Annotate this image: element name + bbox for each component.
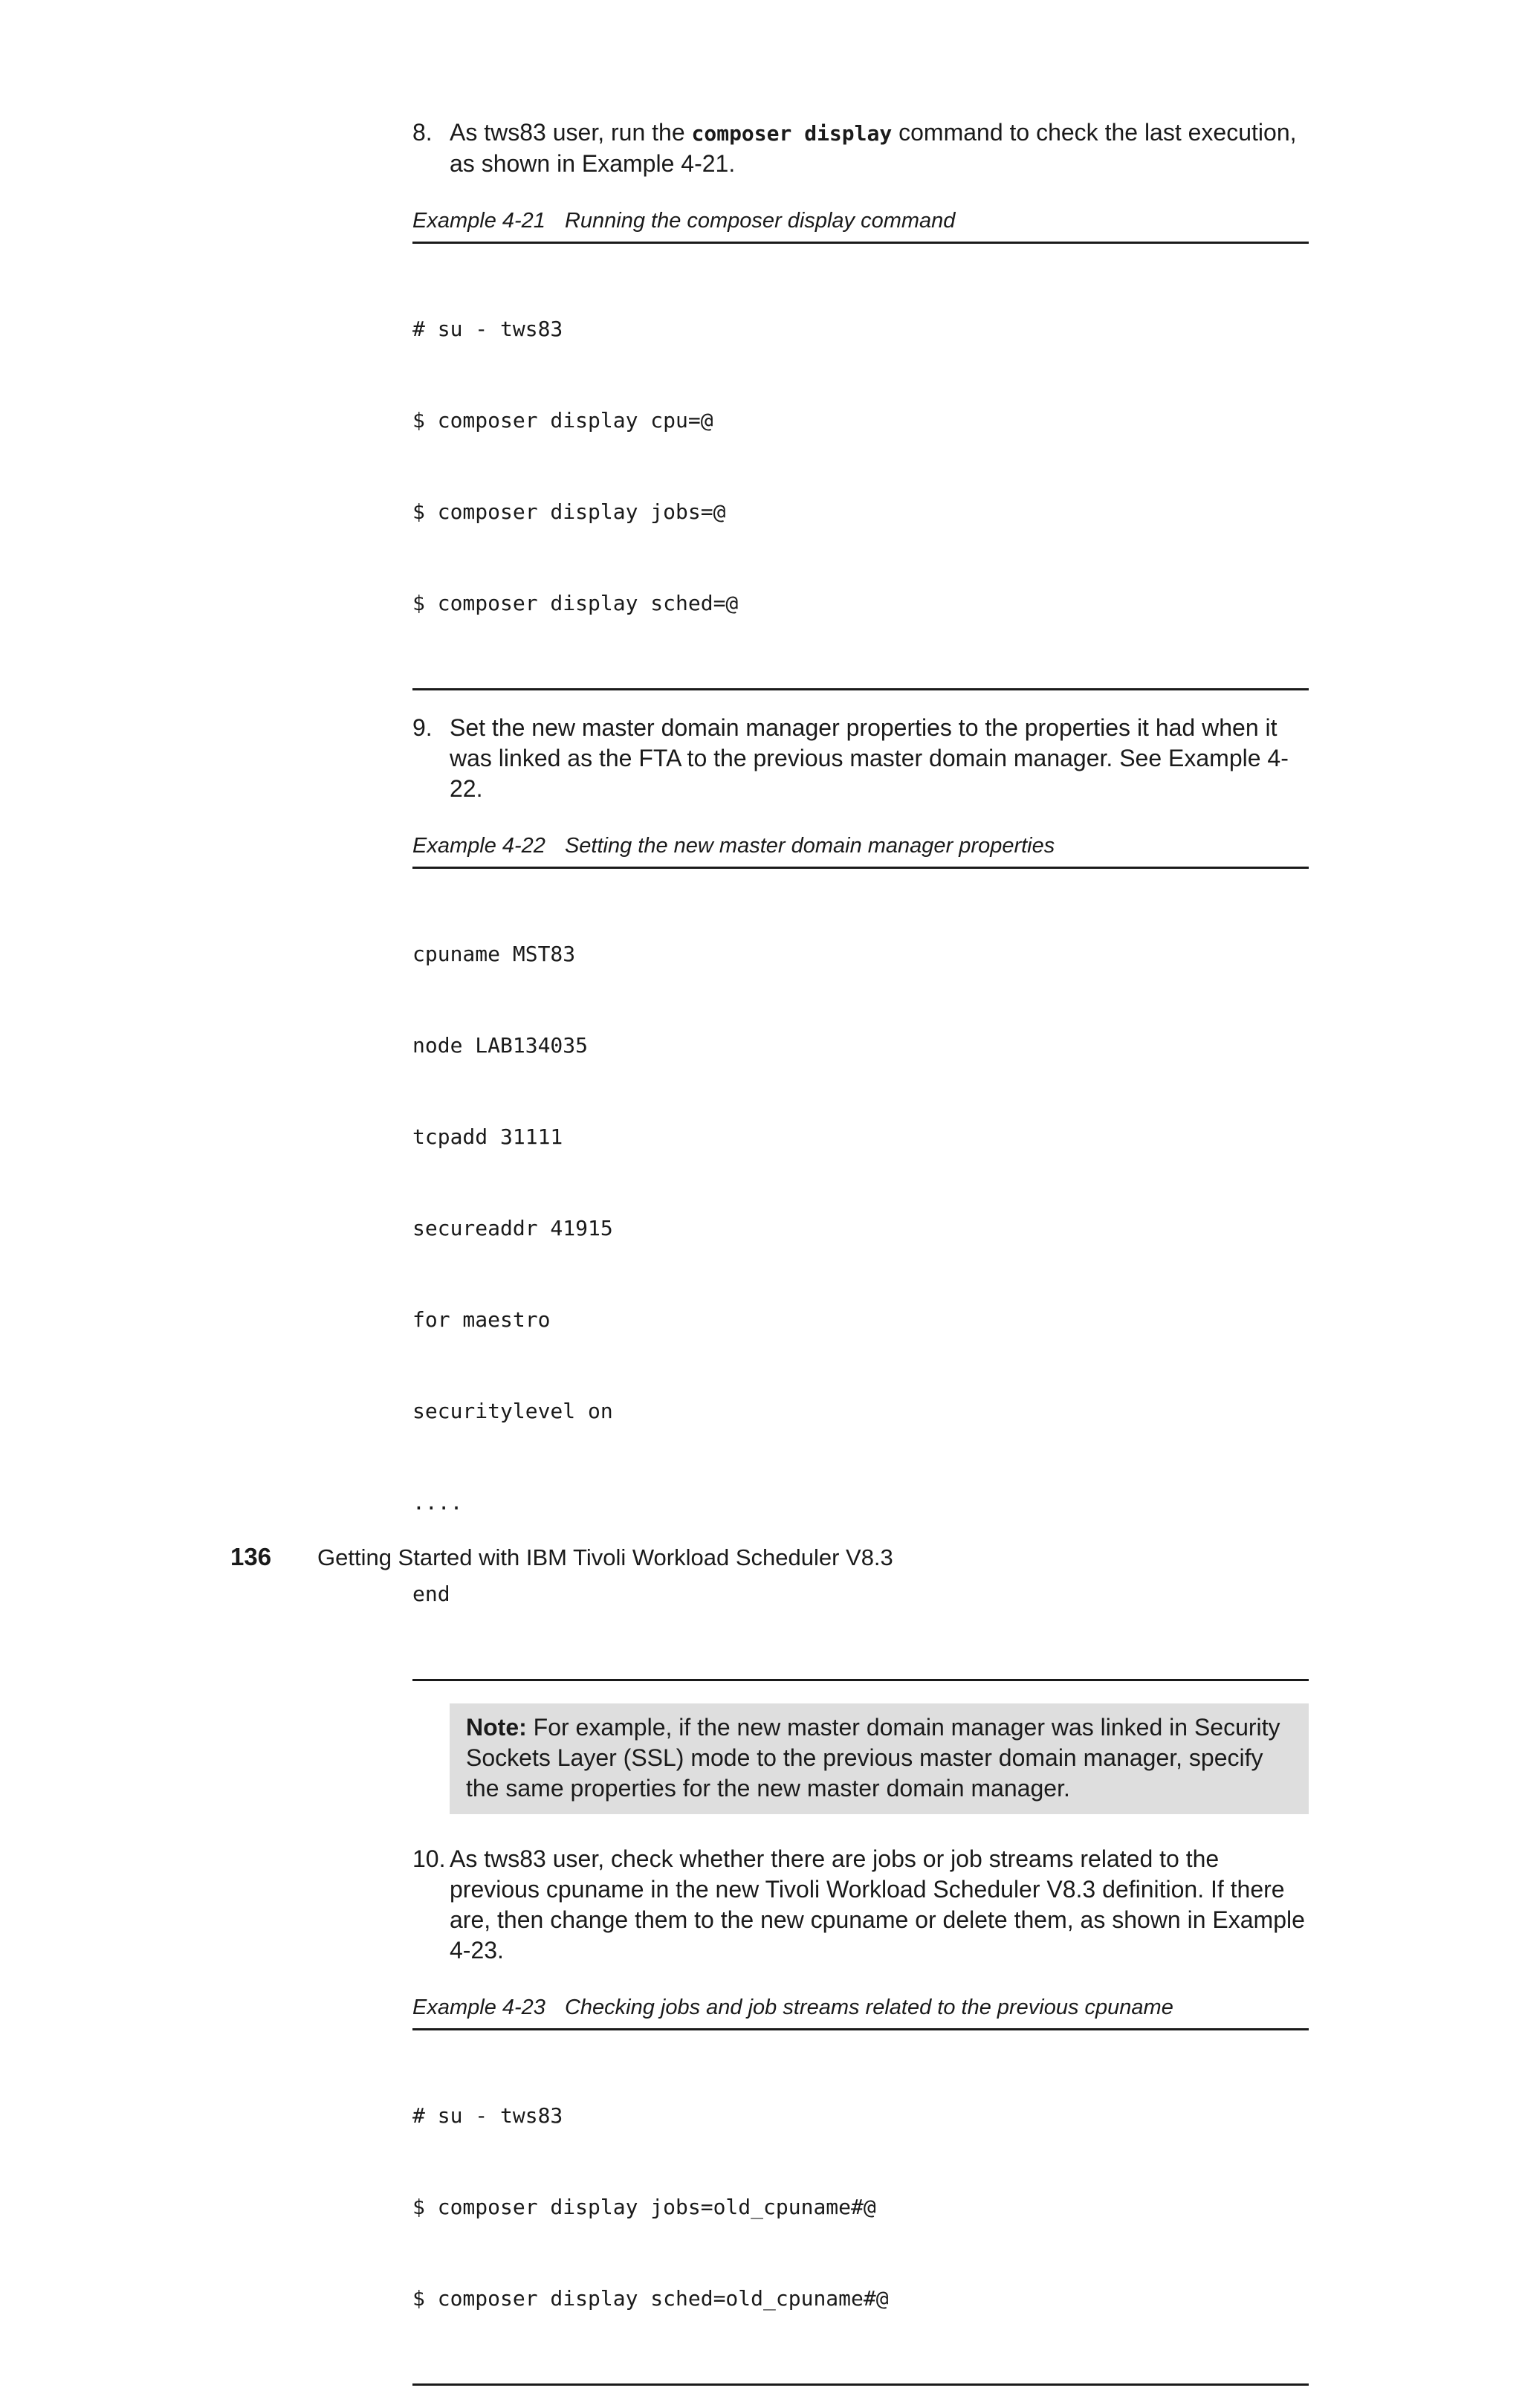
code-line: $ composer display jobs=@ [412,499,726,524]
example-title: Running the composer display command [564,209,956,233]
example-label: Example 4-23 [412,1996,545,2019]
example-title: Setting the new master domain manager properties [564,834,1055,858]
example-label: Example 4-22 [412,834,545,858]
code-line: $ composer display sched=old_cpuname#@ [412,2286,889,2311]
code-line: $ composer display cpu=@ [412,408,713,433]
page-content [412,117,1309,2408]
step-number: 9. [412,714,433,741]
note-label: Note: [466,1714,527,1741]
code-line: .... [412,1490,463,1515]
note-text: For example, if the new master domain manager was linked in Security Sockets Layer (SSL) mode to the previous master domain manager, specify the same properties for the new master domain manager. [466,1714,1280,1802]
step-10 [412,1844,1309,1966]
book-title: Getting Started with IBM Tivoli Workload Scheduler V8.3 [317,1544,893,1570]
example-caption [412,1994,1309,2030]
step-text: command to check the last execution, as shown in Example 4-21. [450,119,1297,177]
step-9 [412,713,1309,804]
note-box [450,1703,1309,1814]
code-line: # su - tws83 [412,2103,563,2128]
page-footer [230,1542,893,1573]
code-line: $ composer display sched=@ [412,591,739,615]
example-label: Example 4-21 [412,209,545,233]
step-text: Set the new master domain manager properties to the properties it had when it was linked as the FTA to the previous master domain manager. See Example 4-22. [450,714,1289,802]
code-line: $ composer display jobs=old_cpuname#@ [412,2195,876,2219]
code-line: secureaddr 41915 [412,1216,613,1240]
code-line: # su - tws83 [412,317,563,341]
step-text: As tws83 user, run the [450,119,692,146]
page-number: 136 [230,1543,272,1570]
code-block [412,2030,1309,2386]
code-line: end [412,1582,450,1606]
code-block [412,244,1309,690]
code-line: for maestro [412,1307,551,1332]
step-number: 8. [412,119,433,146]
step-text: As tws83 user, check whether there are jobs or job streams related to the previous cpuname in the new Tivoli Workload Scheduler V8.3 definition. If there are, then change them to the new cpuname or delete them, as shown in Example 4-23. [450,1845,1305,1964]
inline-code: composer display [691,121,893,146]
step-number: 10. [412,1845,446,1872]
example-caption [412,832,1309,869]
code-line: tcpadd 31111 [412,1124,563,1149]
code-line: securitylevel on [412,1399,613,1423]
example-title: Checking jobs and job streams related to the previous cpuname [564,1996,1173,2019]
code-line: node LAB134035 [412,1033,589,1058]
step-8 [412,117,1309,179]
example-caption [412,207,1309,244]
code-line: cpuname MST83 [412,942,576,966]
